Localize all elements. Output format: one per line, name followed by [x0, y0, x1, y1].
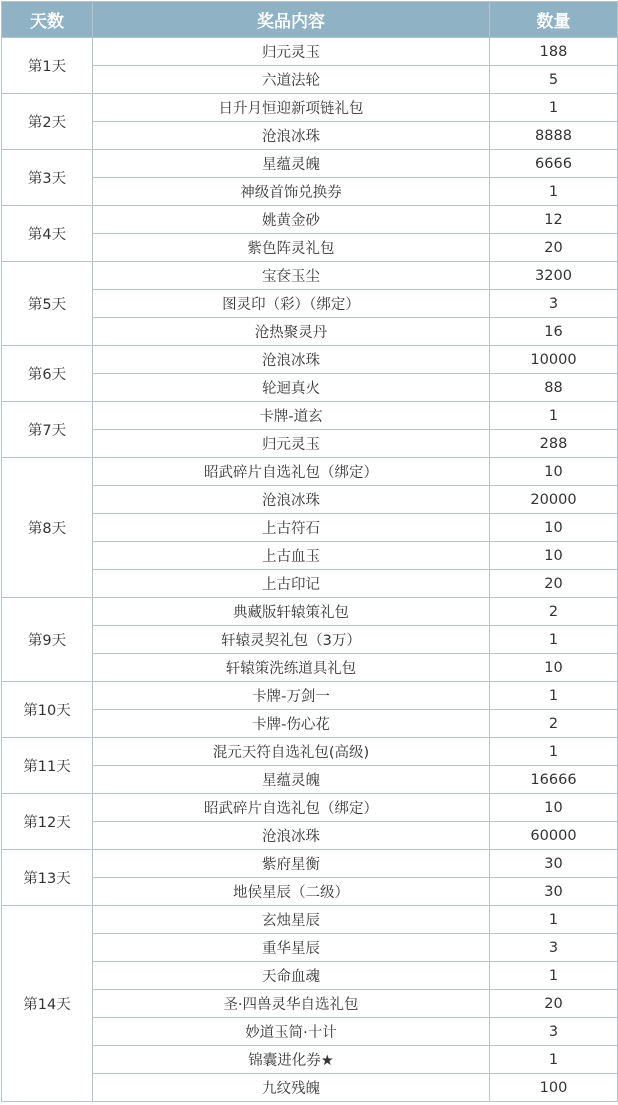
header-item: 奖品内容: [93, 2, 490, 38]
qty-cell: 1: [490, 626, 618, 654]
header-row: [2, 2, 618, 38]
item-cell: 上古印记: [93, 570, 490, 598]
qty-cell: 1: [490, 906, 618, 934]
day-cell: 第1天: [2, 38, 93, 94]
item-cell: 沧浪冰珠: [93, 486, 490, 514]
table-row: [2, 66, 618, 94]
qty-cell: 1: [490, 682, 618, 710]
table-row: [2, 794, 618, 822]
table-row: [2, 682, 618, 710]
qty-cell: 10: [490, 458, 618, 486]
day-cell: 第8天: [2, 458, 93, 598]
qty-cell: 1: [490, 738, 618, 766]
item-cell: 星蕴灵魄: [93, 766, 490, 794]
item-cell: 图灵印（彩）（绑定）: [93, 290, 490, 318]
table-row: [2, 1018, 618, 1046]
table-row: [2, 598, 618, 626]
qty-cell: 3: [490, 1018, 618, 1046]
item-cell: 九纹残魄: [93, 1074, 490, 1102]
table-row: [2, 626, 618, 654]
day-cell: 第14天: [2, 906, 93, 1102]
item-cell: 六道法轮: [93, 66, 490, 94]
item-cell: 天命血魂: [93, 962, 490, 990]
table-row: [2, 122, 618, 150]
table-row: [2, 402, 618, 430]
item-cell: 玄烛星辰: [93, 906, 490, 934]
item-cell: 昭武碎片自选礼包（绑定）: [93, 794, 490, 822]
item-cell: 归元灵玉: [93, 430, 490, 458]
table-row: [2, 990, 618, 1018]
table-row: [2, 94, 618, 122]
qty-cell: 10000: [490, 346, 618, 374]
item-cell: 昭武碎片自选礼包（绑定）: [93, 458, 490, 486]
day-cell: 第6天: [2, 346, 93, 402]
qty-cell: 30: [490, 850, 618, 878]
item-cell: 轩辕策洗练道具礼包: [93, 654, 490, 682]
item-cell: 沧热聚灵丹: [93, 318, 490, 346]
qty-cell: 10: [490, 542, 618, 570]
qty-cell: 188: [490, 38, 618, 66]
item-cell: 妙道玉简·十计: [93, 1018, 490, 1046]
qty-cell: 100: [490, 1074, 618, 1102]
rewards-table: [1, 1, 618, 1102]
qty-cell: 20: [490, 234, 618, 262]
day-cell: 第13天: [2, 850, 93, 906]
table-row: [2, 234, 618, 262]
table-row: [2, 318, 618, 346]
day-cell: 第2天: [2, 94, 93, 150]
day-cell: 第3天: [2, 150, 93, 206]
qty-cell: 3200: [490, 262, 618, 290]
qty-cell: 1: [490, 402, 618, 430]
qty-cell: 30: [490, 878, 618, 906]
item-cell: 沧浪冰珠: [93, 822, 490, 850]
table-row: [2, 570, 618, 598]
table-row: [2, 1046, 618, 1074]
qty-cell: 1: [490, 178, 618, 206]
table-row: [2, 486, 618, 514]
item-cell: 轩辕灵契礼包（3万）: [93, 626, 490, 654]
day-cell: 第12天: [2, 794, 93, 850]
item-cell: 沧浪冰珠: [93, 346, 490, 374]
table-row: [2, 38, 618, 66]
table-row: [2, 430, 618, 458]
table-row: [2, 178, 618, 206]
table-row: [2, 374, 618, 402]
qty-cell: 6666: [490, 150, 618, 178]
item-cell: 重华星辰: [93, 934, 490, 962]
table-row: [2, 822, 618, 850]
table-header: [2, 2, 618, 38]
qty-cell: 16: [490, 318, 618, 346]
item-cell: 星蕴灵魄: [93, 150, 490, 178]
day-cell: 第10天: [2, 682, 93, 738]
qty-cell: 88: [490, 374, 618, 402]
day-cell: 第7天: [2, 402, 93, 458]
table-row: [2, 206, 618, 234]
qty-cell: 8888: [490, 122, 618, 150]
qty-cell: 3: [490, 290, 618, 318]
header-day: 天数: [2, 2, 93, 38]
qty-cell: 20: [490, 990, 618, 1018]
item-cell: 卡牌-道玄: [93, 402, 490, 430]
qty-cell: 12: [490, 206, 618, 234]
header-qty: 数量: [490, 2, 618, 38]
item-cell: 日升月恒迎新项链礼包: [93, 94, 490, 122]
day-cell: 第5天: [2, 262, 93, 346]
item-cell: 地侯星辰（二级）: [93, 878, 490, 906]
qty-cell: 288: [490, 430, 618, 458]
qty-cell: 20: [490, 570, 618, 598]
item-cell: 锦囊进化券★: [93, 1046, 490, 1074]
item-cell: 归元灵玉: [93, 38, 490, 66]
table-row: [2, 738, 618, 766]
qty-cell: 2: [490, 710, 618, 738]
item-cell: 紫色阵灵礼包: [93, 234, 490, 262]
item-cell: 混元天符自选礼包(高级): [93, 738, 490, 766]
item-cell: 轮迴真火: [93, 374, 490, 402]
table-row: [2, 514, 618, 542]
qty-cell: 1: [490, 94, 618, 122]
day-cell: 第11天: [2, 738, 93, 794]
table-row: [2, 710, 618, 738]
item-cell: 宝奁玉尘: [93, 262, 490, 290]
item-cell: 姚黄金砂: [93, 206, 490, 234]
table-row: [2, 262, 618, 290]
table-row: [2, 878, 618, 906]
item-cell: 紫府星衡: [93, 850, 490, 878]
table-row: [2, 850, 618, 878]
day-cell: 第9天: [2, 598, 93, 682]
table-row: [2, 654, 618, 682]
table-row: [2, 906, 618, 934]
day-cell: 第4天: [2, 206, 93, 262]
qty-cell: 1: [490, 1046, 618, 1074]
qty-cell: 60000: [490, 822, 618, 850]
table-body: [2, 38, 618, 1102]
qty-cell: 2: [490, 598, 618, 626]
qty-cell: 5: [490, 66, 618, 94]
qty-cell: 10: [490, 514, 618, 542]
table-row: [2, 934, 618, 962]
qty-cell: 10: [490, 654, 618, 682]
item-cell: 卡牌-伤心花: [93, 710, 490, 738]
qty-cell: 1: [490, 962, 618, 990]
qty-cell: 3: [490, 934, 618, 962]
qty-cell: 20000: [490, 486, 618, 514]
table-row: [2, 962, 618, 990]
table-row: [2, 1074, 618, 1102]
table-row: [2, 542, 618, 570]
item-cell: 圣·四兽灵华自选礼包: [93, 990, 490, 1018]
table-row: [2, 150, 618, 178]
item-cell: 神级首饰兑换券: [93, 178, 490, 206]
item-cell: 上古血玉: [93, 542, 490, 570]
item-cell: 沧浪冰珠: [93, 122, 490, 150]
qty-cell: 16666: [490, 766, 618, 794]
table-row: [2, 346, 618, 374]
table-row: [2, 458, 618, 486]
table-row: [2, 766, 618, 794]
table-row: [2, 290, 618, 318]
item-cell: 典藏版轩辕策礼包: [93, 598, 490, 626]
item-cell: 卡牌-万剑一: [93, 682, 490, 710]
qty-cell: 10: [490, 794, 618, 822]
item-cell: 上古符石: [93, 514, 490, 542]
